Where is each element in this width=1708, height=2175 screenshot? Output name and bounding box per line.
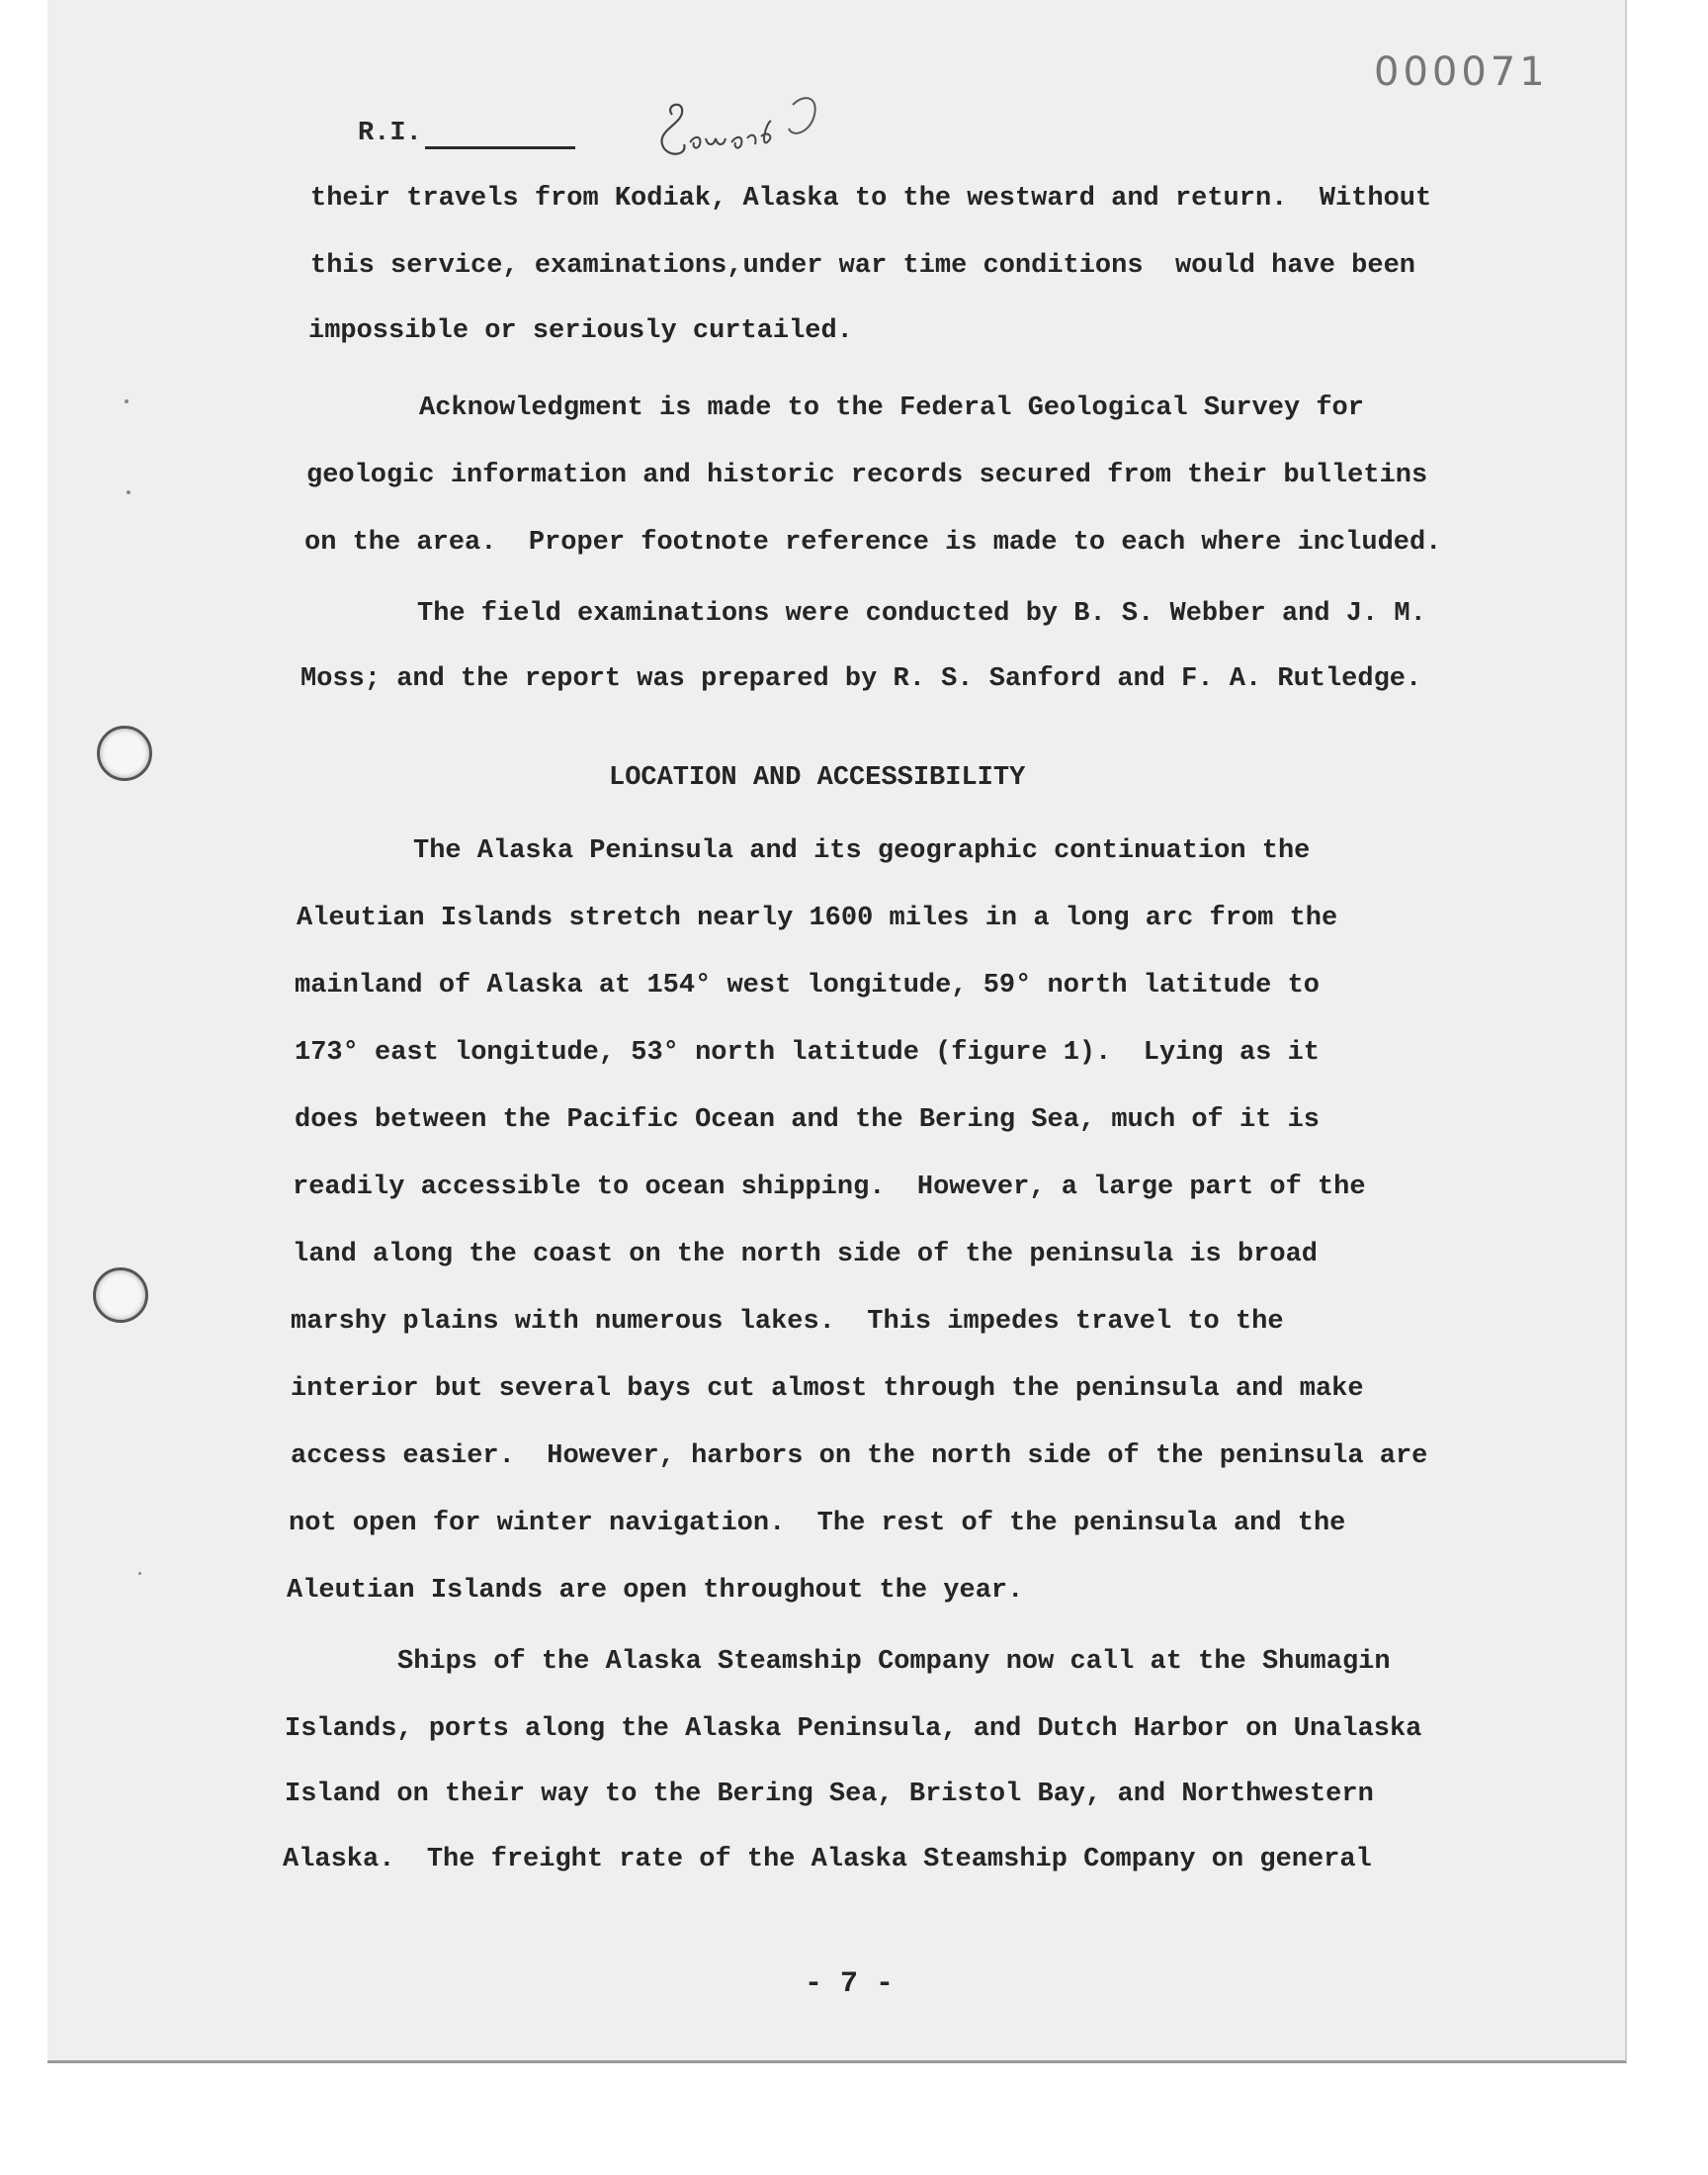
text-line: this service, examinations,under war time conditions would have been <box>310 251 1415 281</box>
speck <box>138 1572 141 1575</box>
text-line: 173° east longitude, 53° north latitude (figure 1). Lying as it <box>295 1038 1320 1068</box>
text-line: The field examinations were conducted by B. S. Webber and J. M. <box>417 599 1426 629</box>
punch-hole <box>93 1267 148 1323</box>
text-line: mainland of Alaska at 154° west longitude, 59° north latitude to <box>295 971 1320 1000</box>
text-line: Moss; and the report was prepared by R. S. Sanford and F. A. Rutledge. <box>300 664 1422 694</box>
ri-label: R.I. <box>358 119 422 148</box>
text-line: readily accessible to ocean shipping. However, a large part of the <box>293 1173 1366 1202</box>
text-line: Ships of the Alaska Steamship Company now call at the Shumagin <box>397 1647 1391 1677</box>
document-page <box>47 0 1627 2063</box>
text-line: land along the coast on the north side of the peninsula is broad <box>293 1240 1318 1269</box>
text-line: impossible or seriously curtailed. <box>308 316 853 346</box>
handwritten-signature <box>644 85 882 194</box>
text-line: geologic information and historic records secured from their bulletins <box>306 461 1428 490</box>
text-line: Islands, ports along the Alaska Peninsula, and Dutch Harbor on Unalaska <box>285 1714 1422 1744</box>
text-line: marshy plains with numerous lakes. This impedes travel to the <box>291 1307 1284 1337</box>
text-line: Alaska. The freight rate of the Alaska Steamship Company on general <box>283 1845 1372 1874</box>
punch-hole <box>97 726 152 781</box>
text-line: their travels from Kodiak, Alaska to the westward and return. Without <box>310 184 1432 214</box>
page-number: - 7 - <box>805 1967 895 2001</box>
ri-blank-line <box>425 146 575 149</box>
text-line: Aleutian Islands are open throughout the year. <box>287 1576 1024 1606</box>
text-line: does between the Pacific Ocean and the Bering Sea, much of it is <box>295 1105 1320 1135</box>
text-line: not open for winter navigation. The rest of the peninsula and the <box>289 1509 1346 1538</box>
speck <box>125 399 128 403</box>
text-line: on the area. Proper footnote reference is made to each where included. <box>304 528 1442 558</box>
speck <box>127 490 130 494</box>
document-number: 000071 <box>1374 49 1549 95</box>
text-line: access easier. However, harbors on the north side of the peninsula are <box>291 1441 1428 1471</box>
section-heading: LOCATION AND ACCESSIBILITY <box>609 763 1026 793</box>
text-line: Acknowledgment is made to the Federal Geological Survey for <box>419 393 1364 423</box>
text-line: Aleutian Islands stretch nearly 1600 miles in a long arc from the <box>297 904 1338 933</box>
text-line: interior but several bays cut almost through the peninsula and make <box>291 1374 1364 1404</box>
text-line: The Alaska Peninsula and its geographic continuation the <box>413 836 1311 866</box>
text-line: Island on their way to the Bering Sea, Bristol Bay, and Northwestern <box>285 1780 1374 1809</box>
